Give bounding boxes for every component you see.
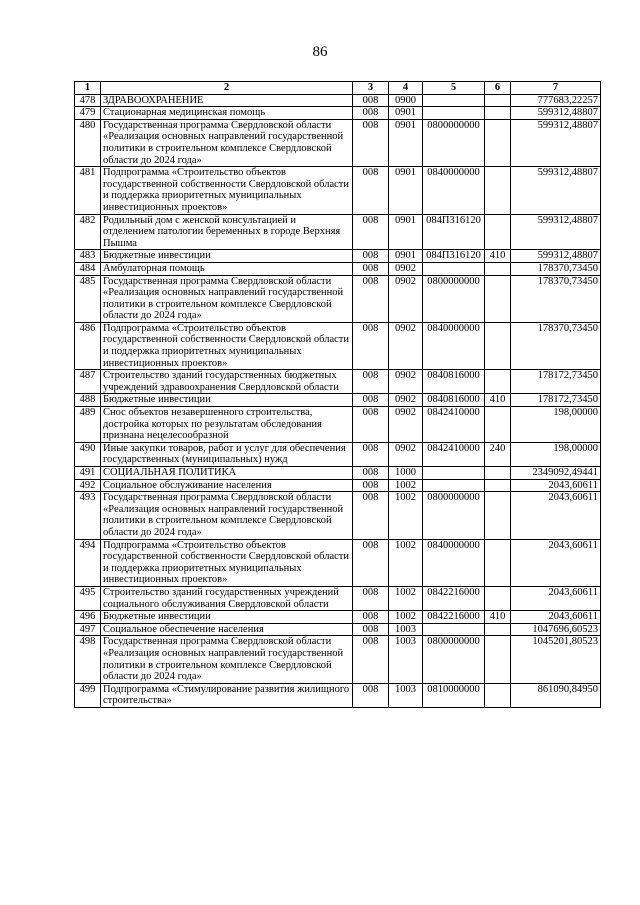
table-row: [75, 275, 601, 322]
section-code-cell: 0902: [389, 275, 423, 322]
section-code-cell: 1000: [389, 467, 423, 480]
expense-type-cell: [485, 539, 511, 586]
table-header-row: [75, 82, 601, 95]
ministry-code-cell: 008: [353, 214, 389, 250]
target-article-cell: [423, 479, 485, 492]
target-article-cell: 0800000000: [423, 119, 485, 166]
row-name-cell: ЗДРАВООХРАНЕНИЕ: [101, 94, 353, 107]
section-code-cell: 0900: [389, 94, 423, 107]
target-article-cell: [423, 107, 485, 120]
target-article-cell: 0842410000: [423, 442, 485, 466]
expense-type-cell: [485, 636, 511, 683]
row-number-cell: 490: [75, 442, 101, 466]
row-name-cell: Бюджетные инвестиции: [101, 250, 353, 263]
ministry-code-cell: 008: [353, 442, 389, 466]
row-name-cell: Подпрограмма «Стимулирование развития жилищного строительства»: [101, 683, 353, 707]
section-code-cell: 1003: [389, 623, 423, 636]
amount-cell: 2349092,49441: [511, 467, 601, 480]
target-article-cell: 0840816000: [423, 370, 485, 394]
row-number-cell: 482: [75, 214, 101, 250]
row-name-cell: Подпрограмма «Строительство объектов государственной собственности Свердловской области и поддержка приоритетных муниципальных инвестиционных проектов»: [101, 539, 353, 586]
expense-type-cell: [485, 370, 511, 394]
row-number-cell: 486: [75, 322, 101, 369]
ministry-code-cell: 008: [353, 586, 389, 610]
row-name-cell: Стационарная медицинская помощь: [101, 107, 353, 120]
table-row: [75, 394, 601, 407]
column-header-1: 1: [75, 82, 101, 95]
table-row: [75, 611, 601, 624]
expense-type-cell: [485, 214, 511, 250]
section-code-cell: 1002: [389, 539, 423, 586]
row-number-cell: 492: [75, 479, 101, 492]
row-name-cell: Государственная программа Свердловской области «Реализация основных направлений государственной политики в строительном комплексе Свердловской области до 2024 года»: [101, 492, 353, 539]
row-number-cell: 478: [75, 94, 101, 107]
expense-type-cell: 410: [485, 394, 511, 407]
amount-cell: 2043,60611: [511, 586, 601, 610]
table-row: [75, 539, 601, 586]
row-name-cell: Социальное обеспечение населения: [101, 623, 353, 636]
table-row: [75, 370, 601, 394]
expense-type-cell: 410: [485, 611, 511, 624]
row-number-cell: 498: [75, 636, 101, 683]
target-article-cell: 084П316120: [423, 214, 485, 250]
expense-type-cell: [485, 119, 511, 166]
target-article-cell: 0800000000: [423, 636, 485, 683]
target-article-cell: 0810000000: [423, 683, 485, 707]
amount-cell: 198,00000: [511, 442, 601, 466]
row-number-cell: 484: [75, 262, 101, 275]
amount-cell: 599312,48807: [511, 167, 601, 214]
row-number-cell: 495: [75, 586, 101, 610]
column-header-5: 5: [423, 82, 485, 95]
ministry-code-cell: 008: [353, 407, 389, 443]
expense-type-cell: [485, 623, 511, 636]
expense-type-cell: [485, 275, 511, 322]
ministry-code-cell: 008: [353, 623, 389, 636]
row-name-cell: Иные закупки товаров, работ и услуг для обеспечения государственных (муниципальных) нужд: [101, 442, 353, 466]
ministry-code-cell: 008: [353, 539, 389, 586]
target-article-cell: [423, 467, 485, 480]
expense-type-cell: [485, 479, 511, 492]
table-row: [75, 94, 601, 107]
amount-cell: 599312,48807: [511, 119, 601, 166]
target-article-cell: 0842410000: [423, 407, 485, 443]
amount-cell: 178172,73450: [511, 370, 601, 394]
table-row: [75, 322, 601, 369]
ministry-code-cell: 008: [353, 479, 389, 492]
column-header-4: 4: [389, 82, 423, 95]
amount-cell: 861090,84950: [511, 683, 601, 707]
table-row: [75, 407, 601, 443]
row-number-cell: 496: [75, 611, 101, 624]
row-number-cell: 481: [75, 167, 101, 214]
amount-cell: 599312,48807: [511, 250, 601, 263]
section-code-cell: 0901: [389, 167, 423, 214]
ministry-code-cell: 008: [353, 492, 389, 539]
page-number: 86: [312, 44, 328, 60]
row-name-cell: СОЦИАЛЬНАЯ ПОЛИТИКА: [101, 467, 353, 480]
table-row: [75, 442, 601, 466]
section-code-cell: 0902: [389, 370, 423, 394]
section-code-cell: 0901: [389, 214, 423, 250]
amount-cell: 777683,22257: [511, 94, 601, 107]
target-article-cell: 0840000000: [423, 539, 485, 586]
ministry-code-cell: 008: [353, 275, 389, 322]
section-code-cell: 0901: [389, 250, 423, 263]
row-number-cell: 485: [75, 275, 101, 322]
table-row: [75, 479, 601, 492]
table-row: [75, 214, 601, 250]
table-row: [75, 623, 601, 636]
section-code-cell: 1003: [389, 683, 423, 707]
table-row: [75, 467, 601, 480]
budget-table: [74, 81, 601, 708]
amount-cell: 2043,60611: [511, 611, 601, 624]
ministry-code-cell: 008: [353, 636, 389, 683]
table-row: [75, 262, 601, 275]
ministry-code-cell: 008: [353, 262, 389, 275]
expense-type-cell: 410: [485, 250, 511, 263]
section-code-cell: 0901: [389, 119, 423, 166]
target-article-cell: [423, 94, 485, 107]
section-code-cell: 1002: [389, 611, 423, 624]
target-article-cell: 0840816000: [423, 394, 485, 407]
table-row: [75, 683, 601, 707]
column-header-7: 7: [511, 82, 601, 95]
amount-cell: 599312,48807: [511, 214, 601, 250]
ministry-code-cell: 008: [353, 119, 389, 166]
ministry-code-cell: 008: [353, 370, 389, 394]
row-number-cell: 494: [75, 539, 101, 586]
row-name-cell: Родильный дом с женской консультацией и отделением патологии беременных в городе Верхняя Пышма: [101, 214, 353, 250]
expense-type-cell: [485, 467, 511, 480]
table-row: [75, 586, 601, 610]
row-number-cell: 493: [75, 492, 101, 539]
table-row: [75, 250, 601, 263]
table-row: [75, 107, 601, 120]
expense-type-cell: [485, 167, 511, 214]
target-article-cell: 0842216000: [423, 611, 485, 624]
row-number-cell: 480: [75, 119, 101, 166]
row-name-cell: Подпрограмма «Строительство объектов государственной собственности Свердловской области и поддержка приоритетных муниципальных инвестиционных проектов»: [101, 322, 353, 369]
amount-cell: 178370,73450: [511, 262, 601, 275]
row-name-cell: Строительство зданий государственных учреждений социального обслуживания Свердловской области: [101, 586, 353, 610]
section-code-cell: 0902: [389, 394, 423, 407]
target-article-cell: [423, 262, 485, 275]
row-name-cell: Амбулаторная помощь: [101, 262, 353, 275]
amount-cell: 178172,73450: [511, 394, 601, 407]
ministry-code-cell: 008: [353, 394, 389, 407]
row-number-cell: 499: [75, 683, 101, 707]
row-name-cell: Государственная программа Свердловской области «Реализация основных направлений государственной политики в строительном комплексе Свердловской области до 2024 года»: [101, 636, 353, 683]
row-number-cell: 497: [75, 623, 101, 636]
target-article-cell: 0840000000: [423, 167, 485, 214]
section-code-cell: 0901: [389, 107, 423, 120]
table-row: [75, 119, 601, 166]
row-name-cell: Государственная программа Свердловской области «Реализация основных направлений государственной политики в строительном комплексе Свердловской области до 2024 года»: [101, 119, 353, 166]
amount-cell: 2043,60611: [511, 479, 601, 492]
ministry-code-cell: 008: [353, 611, 389, 624]
row-name-cell: Социальное обслуживание населения: [101, 479, 353, 492]
target-article-cell: [423, 623, 485, 636]
ministry-code-cell: 008: [353, 322, 389, 369]
expense-type-cell: [485, 683, 511, 707]
expense-type-cell: [485, 492, 511, 539]
row-number-cell: 483: [75, 250, 101, 263]
section-code-cell: 0902: [389, 442, 423, 466]
amount-cell: 2043,60611: [511, 539, 601, 586]
section-code-cell: 0902: [389, 322, 423, 369]
expense-type-cell: [485, 107, 511, 120]
row-number-cell: 479: [75, 107, 101, 120]
section-code-cell: 0902: [389, 262, 423, 275]
amount-cell: 178370,73450: [511, 275, 601, 322]
expense-type-cell: [485, 322, 511, 369]
section-code-cell: 1003: [389, 636, 423, 683]
table-row: [75, 636, 601, 683]
section-code-cell: 1002: [389, 479, 423, 492]
target-article-cell: 0840000000: [423, 322, 485, 369]
row-name-cell: Бюджетные инвестиции: [101, 611, 353, 624]
expense-type-cell: 240: [485, 442, 511, 466]
column-header-3: 3: [353, 82, 389, 95]
section-code-cell: 0902: [389, 407, 423, 443]
row-name-cell: Бюджетные инвестиции: [101, 394, 353, 407]
row-number-cell: 491: [75, 467, 101, 480]
amount-cell: 1047696,60523: [511, 623, 601, 636]
amount-cell: 1045201,80523: [511, 636, 601, 683]
row-number-cell: 487: [75, 370, 101, 394]
target-article-cell: 0800000000: [423, 492, 485, 539]
row-number-cell: 489: [75, 407, 101, 443]
column-header-6: 6: [485, 82, 511, 95]
target-article-cell: 0842216000: [423, 586, 485, 610]
ministry-code-cell: 008: [353, 94, 389, 107]
target-article-cell: 0800000000: [423, 275, 485, 322]
amount-cell: 599312,48807: [511, 107, 601, 120]
expense-type-cell: [485, 262, 511, 275]
row-number-cell: 488: [75, 394, 101, 407]
ministry-code-cell: 008: [353, 107, 389, 120]
row-name-cell: Снос объектов незавершенного строительства, достройка которых по результатам обследования признана нецелесообразной: [101, 407, 353, 443]
expense-type-cell: [485, 407, 511, 443]
expense-type-cell: [485, 94, 511, 107]
table-row: [75, 492, 601, 539]
amount-cell: 2043,60611: [511, 492, 601, 539]
amount-cell: 198,00000: [511, 407, 601, 443]
section-code-cell: 1002: [389, 492, 423, 539]
ministry-code-cell: 008: [353, 683, 389, 707]
row-name-cell: Строительство зданий государственных бюджетных учреждений здравоохранения Свердловской области: [101, 370, 353, 394]
ministry-code-cell: 008: [353, 250, 389, 263]
target-article-cell: 084П316120: [423, 250, 485, 263]
column-header-2: 2: [101, 82, 353, 95]
row-name-cell: Подпрограмма «Строительство объектов государственной собственности Свердловской области и поддержка приоритетных муниципальных инвестиционных проектов»: [101, 167, 353, 214]
amount-cell: 178370,73450: [511, 322, 601, 369]
row-name-cell: Государственная программа Свердловской области «Реализация основных направлений государственной политики в строительном комплексе Свердловской области до 2024 года»: [101, 275, 353, 322]
section-code-cell: 1002: [389, 586, 423, 610]
ministry-code-cell: 008: [353, 467, 389, 480]
table-row: [75, 167, 601, 214]
expense-type-cell: [485, 586, 511, 610]
ministry-code-cell: 008: [353, 167, 389, 214]
